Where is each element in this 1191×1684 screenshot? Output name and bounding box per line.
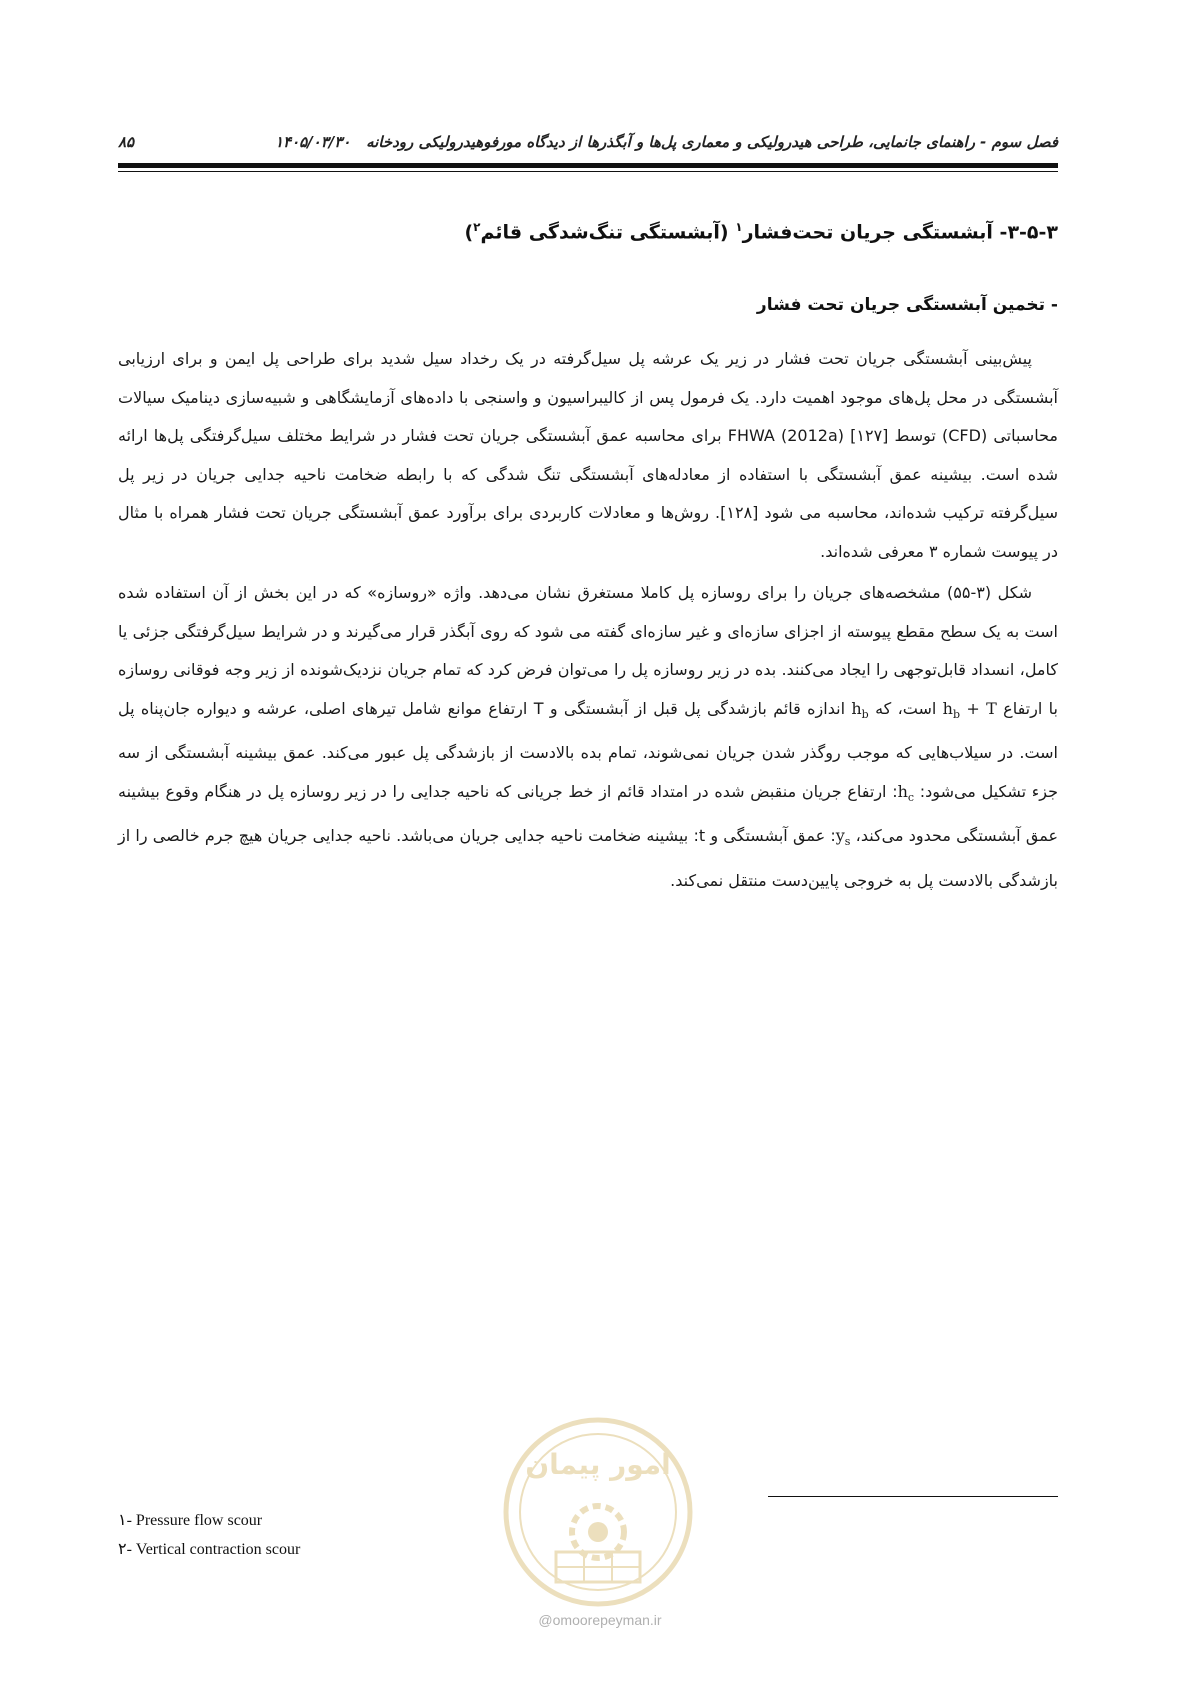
page-number: ۸۵ xyxy=(118,133,135,151)
paragraph-2: شکل (۳-۵۵) مشخصه‌های جریان را برای روسازه پل کاملا مستغرق نشان می‌دهد. واژه «روسازه» که در این بخش از آن استفاده شده است به یک سطح مقطع پیوسته از اجزای سازه‌ای و غیر سازه‌ای گفته می شود که روی آبگذر قرار می‌گیرند و در شرایط سیل‌گرفتگی جزئی یا کامل، انسداد قابل‌توجهی را ایجاد می‌کنند. بده در زیر روسازه پل را می‌توان فرض کرد که تمام جریان نزدیک‌شونده از زیر وجه فوقانی روسازه با ارتفاع $h_b + T$ است، که $h_b$ اندازه قائم بازشدگی پل قبل از آبشستگی و T ارتفاع موانع شامل تیرهای اصلی، عرشه و دیواره جان‌پناه پل است. در سیلاب‌هایی که موجب روگذر شدن جریان نمی‌شوند، تمام بده بالادست از بازشدگی پل عبور می‌کند. عمق بیشینه آبشستگی از سه جزء تشکیل می‌شود: $h_c$: ارتفاع جریان منقبض شده در امتداد قائم از خط جریانی که ناحیه جدایی را در زیر روسازه پل در هنگام وقوع بیشینه عمق آبشستگی محدود می‌کند، $y_s$: عمق آبشستگی و t: بیشینه ضخامت ناحیه جدایی جریان می‌باشد. ناحیه جدایی جریان هیچ جرم خالصی را از بازشدگی بالادست پل به خروجی پایین‌دست منتقل نمی‌کند. xyxy=(118,583,1059,891)
footnote-2: ٢- Vertical contraction scour xyxy=(118,1541,301,1558)
header-rule-thick xyxy=(118,163,1058,168)
header-title: فصل سوم - راهنمای جانمایی، طراحی هیدرولیکی و معماری پل‌ها و آبگذرها از دیدگاه مورفوهیدرولیکی رودخانه ۱۴۰۵/۰۳/۳۰ xyxy=(274,133,1058,151)
footnote-ref-2: ۲ xyxy=(473,220,481,234)
footnote-ref-1: ۱ xyxy=(735,220,743,234)
header-date: ۱۴۰۵/۰۳/۳۰ xyxy=(274,133,351,151)
ys-symbol: $y_s$ xyxy=(835,826,851,849)
hb-symbol: $h_b$ xyxy=(851,698,869,721)
footnote-1: ١- Pressure flow scour xyxy=(118,1512,263,1529)
hb-plus-t-expression: $h_b + T$ xyxy=(942,698,997,721)
body-text xyxy=(118,340,1058,901)
section-heading: ۳-۵-۳- آبشستگی جریان تحت‌فشار$^۱$ (آبشستگی تنگ‌شدگی قائم$^۲$) xyxy=(464,220,1058,244)
footnotes xyxy=(118,1506,518,1564)
paragraph-1: پیش‌بینی آبشستگی جریان تحت فشار در زیر یک عرشه پل سیل‌گرفته در یک رخداد سیل شدید برای طراحی پل ایمن و برای ارزیابی آبشستگی در محل پل‌های موجود اهمیت دارد. یک فرمول پس از کالیبراسیون و واسنجی با داده‌های آزمایشگاهی و شبیه‌سازی دینامیک سیالات محاسباتی (CFD) توسط FHWA (2012a) [۱۲۷] برای محاسبه عمق آبشستگی جریان تحت فشار در شرایط مختلف سیل‌گرفتگی پل‌ها ارائه شده است. بیشینه عمق آبشستگی با استفاده از معادله‌های آبشستگی تنگ شدگی که با رابطه ضخامت ناحیه جدایی جریان در زیر پل سیل‌گرفته ترکیب شده‌اند، محاسبه می شود [۱۲۸]. روش‌ها و معادلات کاربردی برای برآورد عمق آبشستگی جریان تحت فشار همراه با مثال در پیوست شماره ۳ معرفی شده‌اند. xyxy=(118,349,1058,561)
subsection-heading: - تخمین آبشستگی جریان تحت فشار xyxy=(756,295,1058,315)
hc-symbol: $h_c$ xyxy=(897,781,915,804)
watermark-url: @omoorepeyman.ir xyxy=(538,1612,662,1628)
watermark-logo-text: امور پیمان xyxy=(525,1448,671,1481)
watermark-logo xyxy=(498,1412,698,1612)
footnote-separator xyxy=(768,1496,1058,1497)
header-rule-thin xyxy=(118,171,1058,172)
running-header xyxy=(118,130,1058,154)
